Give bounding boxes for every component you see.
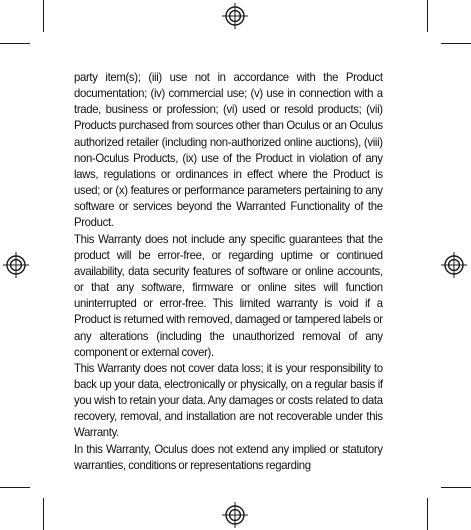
crop-mark-right-bottom — [441, 487, 471, 488]
registration-mark-icon — [3, 252, 29, 278]
registration-mark-icon — [222, 3, 248, 29]
crop-mark-top-right — [427, 0, 428, 32]
registration-mark-icon — [441, 252, 467, 278]
warranty-paragraph-no-guarantees: This Warranty does not include any specific guarantees that the product will be error-free, or regarding uptime or continued availability, data security features of software or online accounts, or that any software, firmware or online sites will function uninterrupted or error-free. This limited warranty is void if a Product is returned with removed, damaged or tampered labels or any alterations (including the unauthorized removal of any component or external cover). — [74, 232, 383, 359]
warranty-paragraph-implied-warranties: In this Warranty, Oculus does not extend any implied or statutory warranties, conditions or representations regarding — [74, 442, 383, 472]
crop-mark-top-left — [43, 0, 44, 32]
warranty-paragraph-exclusions: party item(s); (iii) use not in accordance with the Product documentation; (iv) commercial use; (v) use in connection with a trade, business or profession; (vi) used or resold products; (vii) Products purchased from sources other than Oculus or an Oculus authorized retailer (including non-authorized online auctions), (viii) non-Oculus Products, (ix) use of the Product in violation of any laws, regulations or ordinances in effect where the Product is used; or (x) features or performance parameters pertaining to any software or services beyond the Warranted Functionality of the Product. — [74, 71, 383, 230]
crop-mark-right-top — [441, 43, 471, 44]
crop-mark-left-top — [0, 43, 30, 44]
crop-mark-bottom-left — [43, 498, 44, 530]
warranty-text-block — [74, 70, 383, 474]
registration-mark-icon — [222, 502, 248, 528]
crop-mark-left-bottom — [0, 487, 30, 488]
crop-mark-bottom-right — [427, 498, 428, 530]
warranty-paragraph-data-loss: This Warranty does not cover data loss; it is your responsibility to back up your data, electronically or physically, on a regular basis if you wish to retain your data. Any damages or costs related to data recovery, removal, and installation are not recoverable under this Warranty. — [74, 361, 383, 440]
